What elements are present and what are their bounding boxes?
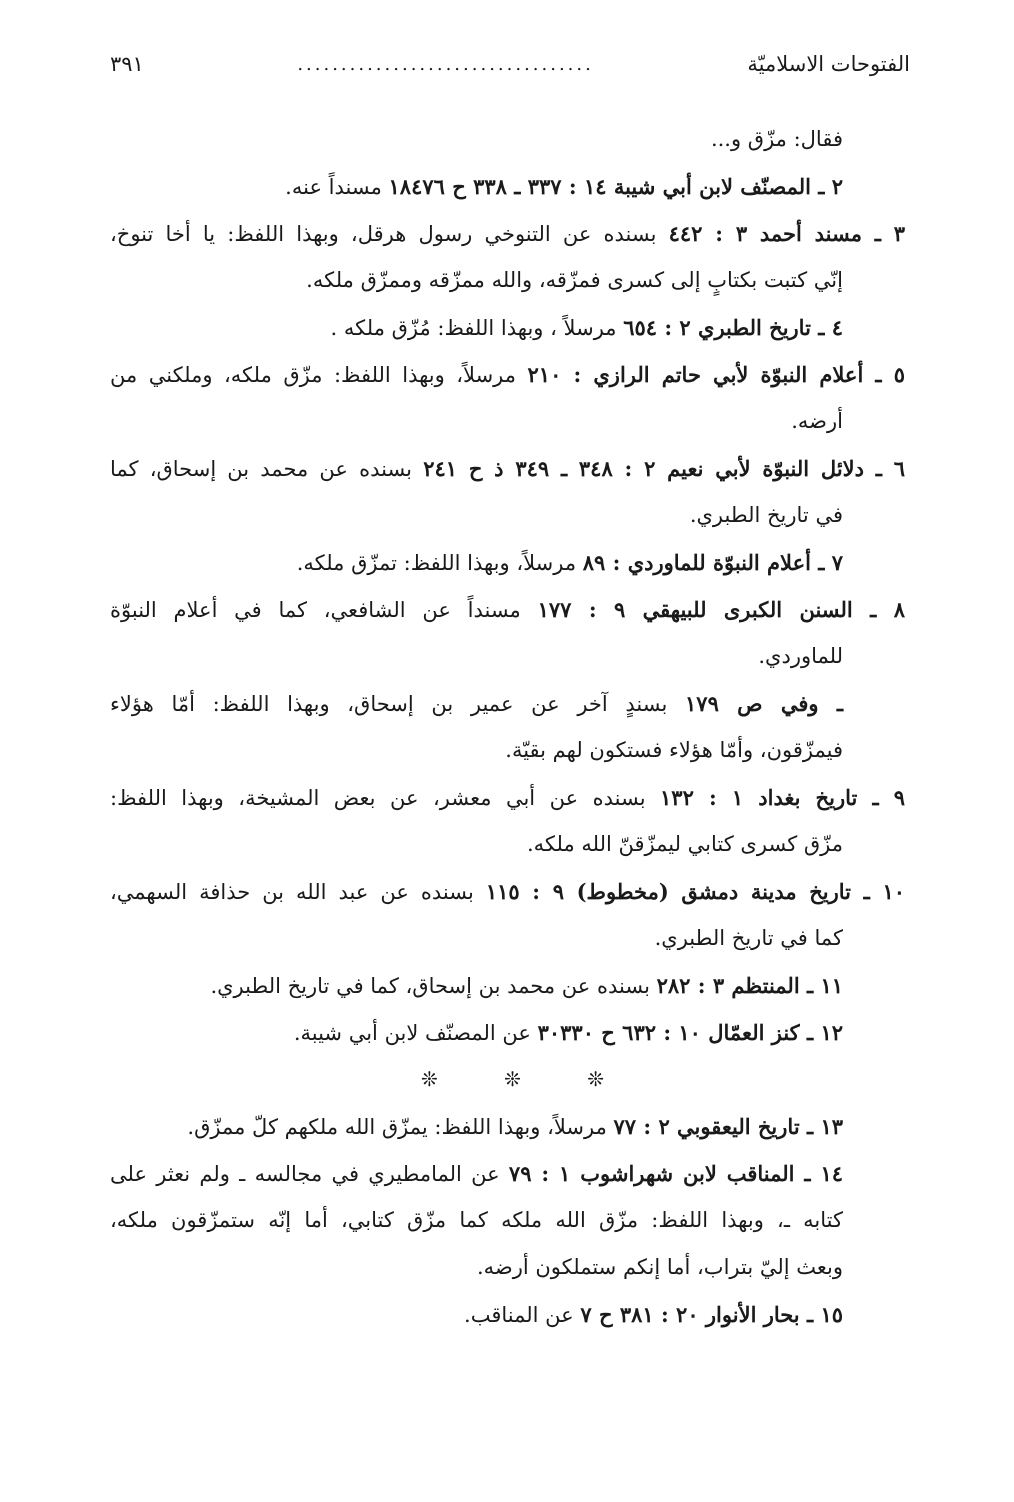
reference-text: للماوردي. — [758, 644, 843, 668]
reference-text: بسنده عن عبد الله بن حذافة السهمي، — [110, 880, 486, 904]
reference-text: عن المامطيري في مجالسه ـ ولم نعثر على — [110, 1162, 509, 1186]
text-line — [110, 257, 905, 304]
reference-text: ❊ ❊ ❊ — [421, 1067, 634, 1091]
reference-source: ٣ ـ مسند أحمد ٣ : ٤٤٢ — [668, 221, 905, 246]
reference-text: مسنداً عنه. — [285, 175, 389, 199]
text-line — [110, 680, 905, 727]
text-line — [110, 774, 905, 821]
text-line — [110, 116, 905, 163]
reference-text: مرسلاً، وبهذا اللفظ: يمزّق الله ملكهم كلّ ممزّق. — [187, 1115, 614, 1139]
reference-text: فيمزّقون، وأمّا هؤلاء فستكون لهم بقيّة. — [505, 738, 843, 762]
text-line — [110, 210, 905, 257]
text-line — [110, 633, 905, 680]
text-line — [110, 915, 905, 962]
reference-source: ٨ ـ السنن الكبرى للبيهقي ٩ : ١٧٧ — [537, 597, 905, 622]
text-line — [110, 962, 905, 1009]
text-line — [110, 492, 905, 539]
reference-text: كتابه ـ، وبهذا اللفظ: مزّق الله ملكه كما مزّق كتابي، أما إنّه ستمزّقون ملكه، — [110, 1208, 843, 1232]
reference-text: مرسلاً، وبهذا اللفظ: مزّق ملكه، وملكني من — [110, 363, 528, 387]
reference-text: مرسلاً، وبهذا اللفظ: تمزّق ملكه. — [296, 551, 583, 575]
reference-text: أرضه. — [791, 409, 843, 433]
reference-source: ١٠ ـ تاريخ مدينة دمشق (مخطوط) ٩ : ١١٥ — [485, 879, 905, 904]
text-line — [110, 1244, 905, 1291]
reference-source: ٧ ـ أعلام النبوّة للماوردي : ٨٩ — [582, 550, 843, 575]
page-number: ٣٩١ — [110, 52, 144, 76]
reference-text: في تاريخ الطبري. — [689, 503, 843, 527]
reference-source: ٢ ـ المصنّف لابن أبي شيبة ١٤ : ٣٣٧ ـ ٣٣٨ ح ١٨٤٧٦ — [388, 174, 843, 199]
reference-source: ١٢ ـ كنز العمّال ١٠ : ٦٣٢ ح ٣٠٣٣٠ — [537, 1020, 843, 1045]
reference-text: مسنداً عن الشافعي، كما في أعلام النبوّة — [110, 598, 538, 622]
reference-text: بسنده عن التنوخي رسول هرقل، وبهذا اللفظ: يا أخا تنوخ، — [110, 222, 669, 246]
text-line — [110, 398, 905, 445]
reference-text: وبعث إليّ بتراب، أما إنكم ستملكون أرضه. — [476, 1255, 843, 1279]
text-line — [110, 586, 905, 633]
text-line — [110, 1150, 905, 1197]
reference-text: بسنده عن محمد بن إسحاق، كما — [110, 457, 424, 481]
reference-text: مرسلاً ، وبهذا اللفظ: مُزّق ملكه . — [330, 316, 624, 340]
text-line — [110, 445, 905, 492]
text-line — [110, 868, 905, 915]
reference-source: ٥ ـ أعلام النبوّة لأبي حاتم الرازي : ٢١٠ — [527, 362, 905, 387]
text-line — [110, 1197, 905, 1244]
reference-source: ١٤ ـ المناقب لابن شهراشوب ١ : ٧٩ — [508, 1161, 844, 1186]
reference-text: عن المصنّف لابن أبي شيبة. — [293, 1021, 538, 1045]
text-line — [110, 163, 905, 210]
text-line — [110, 539, 905, 586]
reference-text: مزّق كسرى كتابي ليمزّقنّ الله ملكه. — [526, 832, 843, 856]
text-line — [110, 1009, 905, 1056]
text-line — [110, 1291, 905, 1338]
reference-source: ـ وفي ص ١٧٩ — [685, 691, 843, 716]
text-line — [110, 304, 905, 351]
reference-text: بسندٍ آخر عن عمير بن إسحاق، وبهذا اللفظ: أمّا هؤلاء — [110, 692, 686, 716]
reference-source: ١٥ ـ بحار الأنوار ٢٠ : ٣٨١ ح ٧ — [580, 1302, 843, 1327]
text-line — [110, 1103, 905, 1150]
reference-text: فقال: مزّق و... — [710, 127, 843, 151]
section-separator-stars — [110, 1056, 905, 1103]
reference-text: عن المناقب. — [464, 1303, 581, 1327]
running-header — [110, 44, 910, 84]
reference-source: ٩ ـ تاريخ بغداد ١ : ١٣٢ — [660, 785, 905, 810]
reference-text: بسنده عن أبي معشر، عن بعض المشيخة، وبهذا اللفظ: — [110, 786, 661, 810]
text-line — [110, 351, 905, 398]
reference-source: ٦ ـ دلائل النبوّة لأبي نعيم ٢ : ٣٤٨ ـ ٣٤٩ ذ ح ٢٤١ — [423, 456, 905, 481]
reference-text: إنّي كتبت بكتابٍ إلى كسرى فمزّقه، والله ممزّقه وممزّق ملكه. — [306, 268, 843, 292]
header-leader-dots: .................................. — [297, 53, 594, 75]
reference-text: بسنده عن محمد بن إسحاق، كما في تاريخ الطبري. — [210, 974, 657, 998]
reference-text: كما في تاريخ الطبري. — [654, 926, 843, 950]
text-line — [110, 727, 905, 774]
reference-source: ٤ ـ تاريخ الطبري ٢ : ٦٥٤ — [623, 315, 843, 340]
reference-source: ١٣ ـ تاريخ اليعقوبي ٢ : ٧٧ — [613, 1114, 843, 1139]
text-line — [110, 821, 905, 868]
reference-source: ١١ ـ المنتظم ٣ : ٢٨٢ — [656, 973, 843, 998]
footnote-references — [110, 116, 905, 1338]
header-title: الفتوحات الاسلاميّة — [747, 52, 910, 76]
